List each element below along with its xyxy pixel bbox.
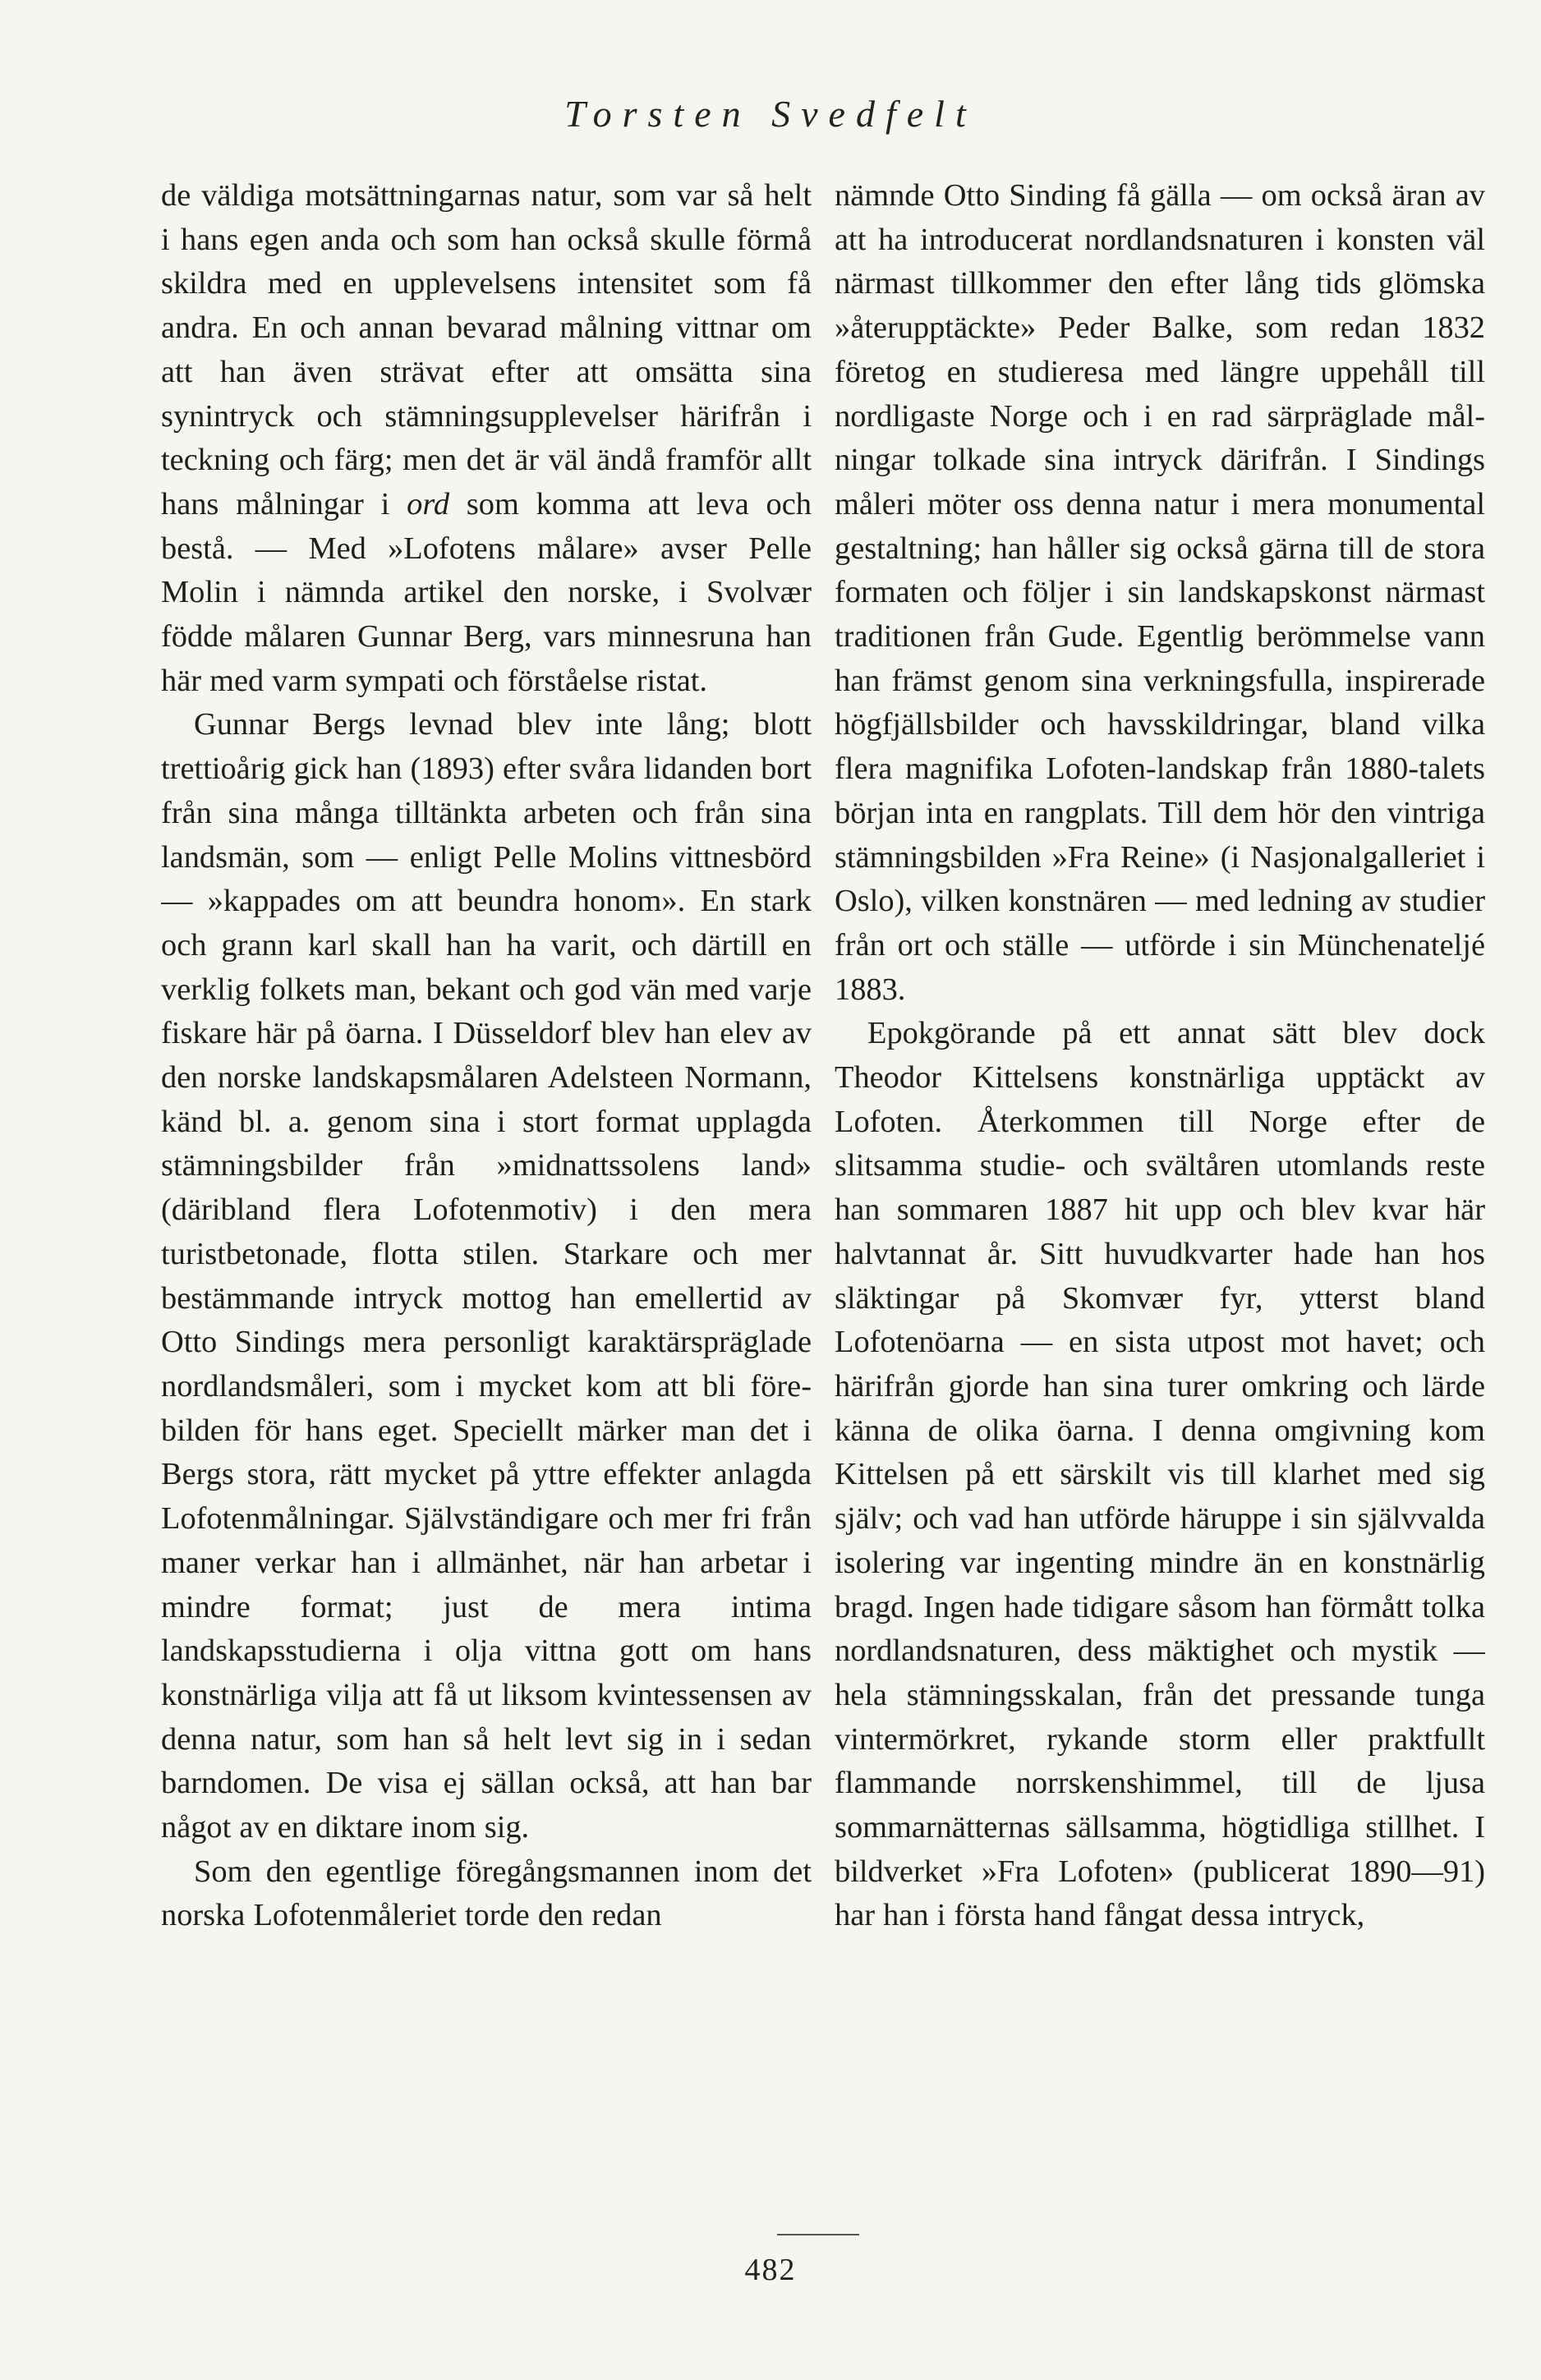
- left-paragraph-1-text: de väldiga motsättningarnas natur, som var så helt i hans egen anda och som han också skulle förmå skildra med en upplevelsens intensitet som få andra. En och annan bevarad målning vittnar om att han även strävat efter att omsätta sina synintryck och stämningsupplevelser härifrån i teckning och färg; men det är väl ändå framför allt hans målningar i: [161, 178, 812, 521]
- left-paragraph-3: Som den egentlige föregångsmannen inom det norska Lofotenmåleriet torde den redan: [161, 1854, 812, 1933]
- left-paragraph-2: Gunnar Bergs levnad blev inte lång; blott trettioårig gick han (1893) efter svåra lidanden bort från sina många tilltänkta arbeten och från sina landsmän, som — enligt Pelle Molins vittnesbörd — »kappades om att beundra honom». En stark och grann karl skall han ha varit, och därtill en verklig folkets man, bekant och god vän med varje fiskare här på öarna. I Düsseldorf blev han elev av den norske landskapsmålaren Adelsteen Normann, känd bl. a. genom sina i stort format upplagda stämningsbilder från »midnattssolens land» (däribland flera Lofotenmotiv) i den mera turistbetonade, flotta stilen. Starkare och mer bestämmande intryck mottog han emellertid av Otto Sindings mera personligt karaktärspräglade nordlandsmåleri, som i mycket kom att bli förebilden för hans eget. Speciellt märker man det i Bergs stora, rätt mycket på yttre effekter anlagda Lofotenmålningar. Självständigare och mer fri från maner verkar han i allmänhet, när han arbetar i mindre format; just de mera intima landskapsstudierna i olja vittna gott om hans konstnärliga vilja att få ut liksom kvintessensen av denna natur, som han så helt levt sig in i sedan barndomen. De visa ej sällan också, att han bar något av en diktare inom sig.: [161, 707, 812, 1845]
- right-paragraph-1: nämnde Otto Sinding få gälla — om också äran av att ha introducerat nordlandsnaturen i konsten väl närmast tillkommer den efter lång tids glömska »återupptäckte» Peder Balke, som redan 1832 företog en studieresa med längre uppehåll till nordligaste Norge och i en rad särpräglade målningar tolkade sina intryck därifrån. I Sindings måleri möter oss denna natur i mera monumental gestaltning; han håller sig också gärna till de stora formaten och följer i sin landskapskonst närmast traditionen från Gude. Egentlig berömmelse vann han främst genom sina verkningsfulla, inspirerade högfjällsbilder och havsskildringar, bland vilka flera magnifika Lofoten-landskap från 1880-talets början inta en rangplats. Till dem hör den vintriga stämningsbilden »Fra Reine» (i Nasjonalgalleriet i Oslo), vilken konstnären — med ledning av studier från ort och ställe — utförde i sin Münchenatelјé 1883.: [835, 178, 1485, 1007]
- left-paragraph-1: [161, 174, 812, 703]
- left-column: [161, 174, 812, 2194]
- page-number: 482: [744, 2253, 797, 2287]
- footer-rule: [777, 2234, 859, 2235]
- left-paragraph-1-tail: som komma att leva och bestå. — Med »Lofotens målare» avser Pelle Molin i nämnda artikel den norske, i Svolvær födde målaren Gunnar Berg, vars minnesruna han här med varm sympati och förståelse ristat.: [161, 486, 812, 698]
- running-title: Torsten Svedfelt: [564, 93, 977, 135]
- right-column: [835, 174, 1485, 2194]
- emphasized-word: ord: [407, 486, 450, 521]
- right-paragraph-2: Epokgörande på ett annat sätt blev dock Theodor Kittelsens konstnärliga upptäckt av Lofoten. Återkommen till Norge efter de slitsamma studie- och svältåren utomlands reste han sommaren 1887 hit upp och blev kvar här halvtannat år. Sitt huvudkvarter hade han hos släktingar på Skomvær fyr, ytterst bland Lofotenöarna — en sista utpost mot havet; och härifrån gjorde han sina turer omkring och lärde känna de olika öarna. I denna omgivning kom Kittelsen på ett särskilt vis till klarhet med sig själv; och vad han utförde häruppe i sin självvalda isolering var ingenting mindre än en konstnärlig bragd. Ingen hade tidigare såsom han förmått tolka nordlandsnaturen, dess mäktighet och mystik — hela stämningsskalan, från det pressande tunga vintermörkret, rykande storm eller praktfullt flammande norrskenshimmel, till de ljusa sommarnätternas sällsamma, högtidliga stillhet. I bildverket »Fra Lofoten» (publicerat 1890—91) har han i första hand fångat dessa intryck,: [835, 1016, 1485, 1933]
